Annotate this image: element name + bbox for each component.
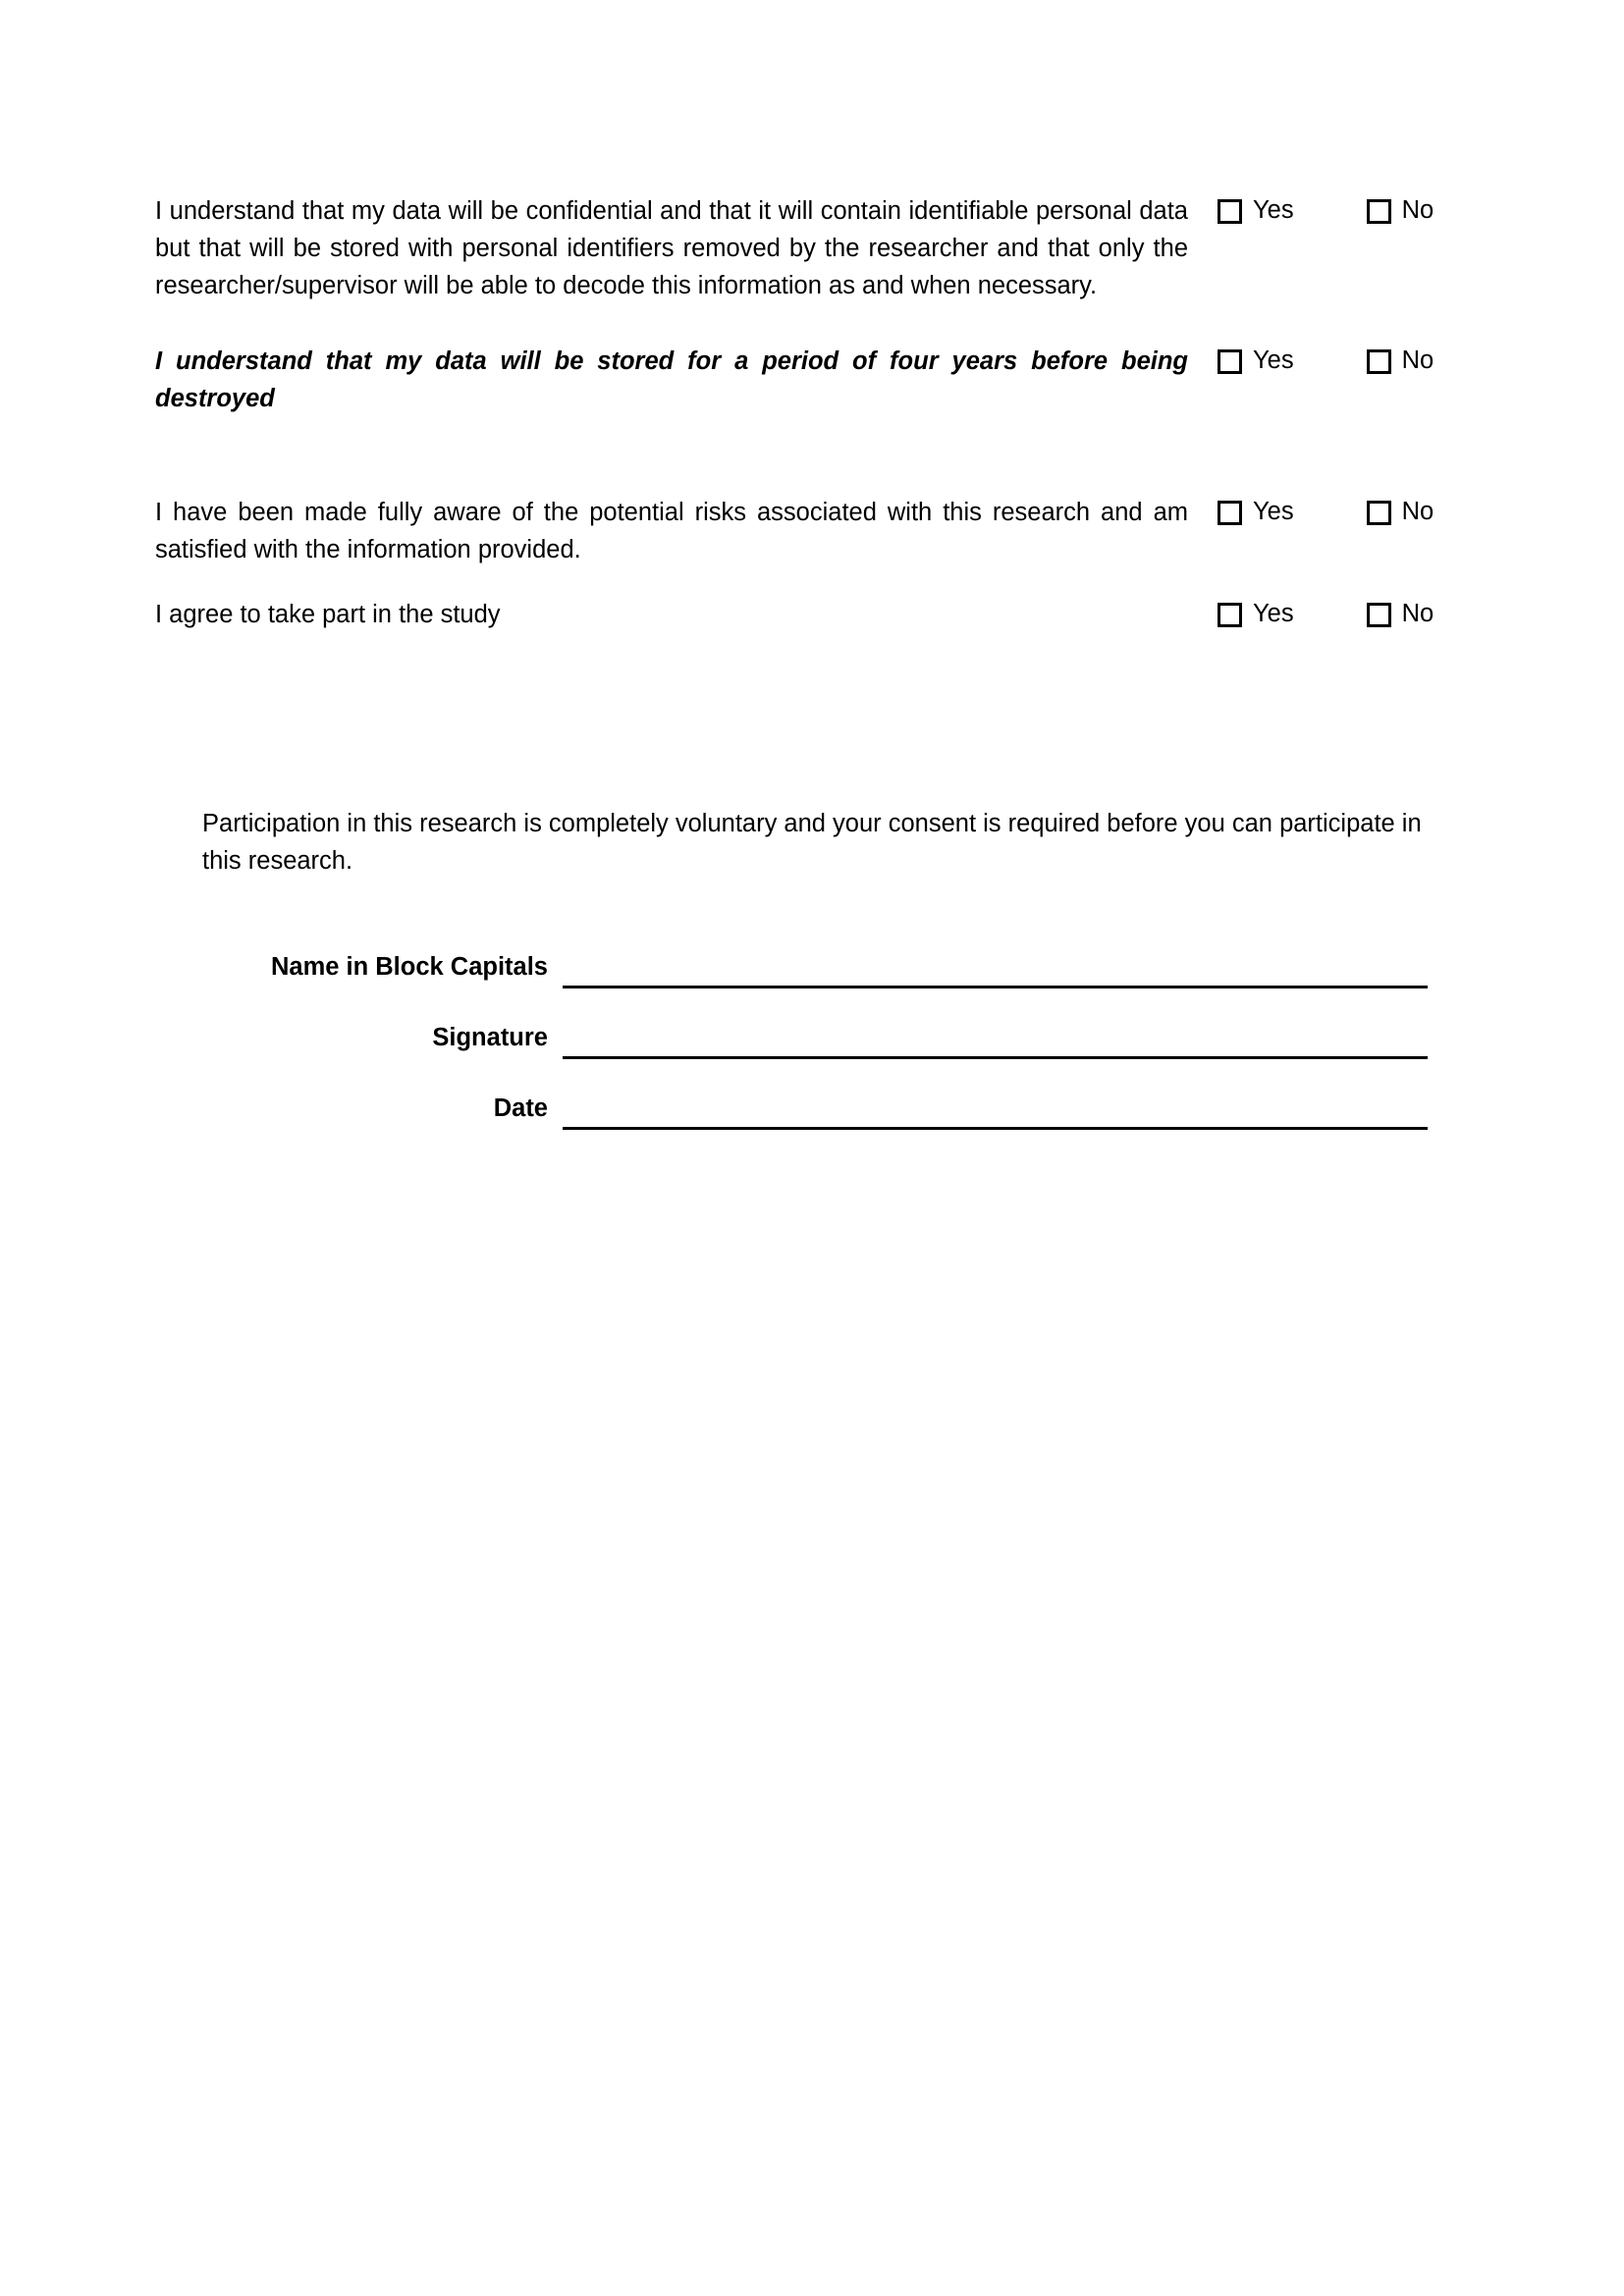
- choice-yes[interactable]: [1218, 602, 1294, 627]
- input-line-name[interactable]: [563, 986, 1428, 988]
- checkbox-yes-icon[interactable]: [1218, 501, 1242, 525]
- statement-spacer: [155, 417, 1461, 494]
- choice-no-label: No: [1401, 196, 1435, 225]
- input-line-date[interactable]: [563, 1127, 1428, 1130]
- choice-yes-label: Yes: [1253, 347, 1294, 375]
- choice-no[interactable]: [1367, 602, 1435, 627]
- choice-yes[interactable]: [1218, 500, 1294, 525]
- consent-statements-list: [155, 192, 1461, 633]
- signature-row-name: [155, 950, 1432, 1021]
- statement-spacer: [155, 304, 1461, 343]
- statement-text-confidentiality: I understand that my data will be confidential and that it will contain identifiable personal data but that will be stored with personal identifiers removed by the researcher and that only the researcher/supervisor will be able to decode this information as and when necessary.: [155, 197, 1188, 299]
- choice-no[interactable]: [1367, 348, 1435, 374]
- input-line-signature[interactable]: [563, 1056, 1428, 1059]
- checkbox-no-icon[interactable]: [1367, 199, 1391, 224]
- choice-no[interactable]: [1367, 500, 1435, 525]
- yes-no-choice-group: [1218, 494, 1434, 531]
- checkbox-no-icon[interactable]: [1367, 501, 1391, 525]
- consent-statement-row: [155, 192, 1461, 304]
- choice-no[interactable]: [1367, 198, 1435, 224]
- choice-yes-label: Yes: [1253, 600, 1294, 628]
- signature-row-signature: [155, 1021, 1432, 1092]
- choice-yes[interactable]: [1218, 198, 1294, 224]
- yes-no-choice-group: [1218, 343, 1434, 380]
- consent-statement-row: [155, 596, 1461, 633]
- consent-statement-row: [155, 494, 1461, 568]
- label-signature: Signature: [432, 1024, 548, 1051]
- consent-statement-row: [155, 343, 1461, 417]
- choice-no-label: No: [1401, 498, 1435, 526]
- choice-yes-label: Yes: [1253, 498, 1294, 526]
- signature-row-date: [155, 1092, 1432, 1162]
- label-date: Date: [493, 1095, 548, 1122]
- checkbox-yes-icon[interactable]: [1218, 199, 1242, 224]
- statement-text-retention: I understand that my data will be stored for a period of four years before being destroyed: [155, 347, 1188, 412]
- label-name-in-block-capitals: Name in Block Capitals: [270, 953, 548, 981]
- statement-text-risks: I have been made fully aware of the potential risks associated with this research and am satisfied with the information provided.: [155, 499, 1188, 563]
- checkbox-yes-icon[interactable]: [1218, 603, 1242, 627]
- checkbox-yes-icon[interactable]: [1218, 349, 1242, 374]
- signature-block: [155, 950, 1432, 1162]
- statement-spacer: [155, 568, 1461, 596]
- checkbox-no-icon[interactable]: [1367, 603, 1391, 627]
- voluntary-participation-note: Participation in this research is completely voluntary and your consent is required before you can participate in this research.: [202, 810, 1422, 875]
- statement-text-agree: I agree to take part in the study: [155, 601, 501, 628]
- checkbox-no-icon[interactable]: [1367, 349, 1391, 374]
- yes-no-choice-group: [1218, 596, 1434, 633]
- choice-no-label: No: [1401, 600, 1435, 628]
- choice-no-label: No: [1401, 347, 1435, 375]
- choice-yes-label: Yes: [1253, 196, 1294, 225]
- choice-yes[interactable]: [1218, 348, 1294, 374]
- yes-no-choice-group: [1218, 192, 1434, 230]
